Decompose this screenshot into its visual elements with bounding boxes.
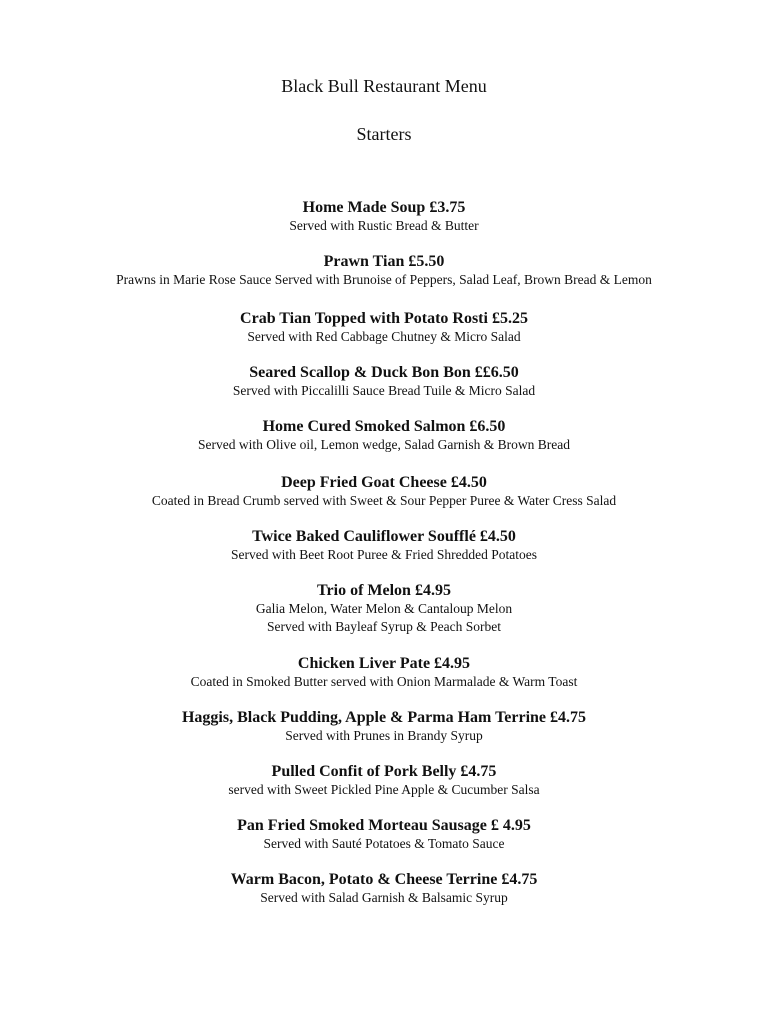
- menu-item: [0, 816, 768, 853]
- menu-item: [0, 417, 768, 454]
- menu-item-name: Home Cured Smoked Salmon £6.50: [262, 418, 506, 435]
- menu-item-description: Galia Melon, Water Melon & Cantaloup Melon: [255, 601, 513, 616]
- menu-item: [0, 363, 768, 400]
- menu-item-name: Seared Scallop & Duck Bon Bon ££6.50: [249, 364, 519, 381]
- menu-item-name: Deep Fried Goat Cheese £4.50: [281, 474, 487, 491]
- menu-title: Black Bull Restaurant Menu: [281, 76, 487, 96]
- menu-item-description: Served with Sauté Potatoes & Tomato Sauce: [263, 836, 505, 851]
- menu-item-description: Coated in Bread Crumb served with Sweet & Sour Pepper Puree & Water Cress Salad: [151, 493, 617, 508]
- menu-item-description: Served with Rustic Bread & Butter: [289, 218, 479, 233]
- menu-item-name: Crab Tian Topped with Potato Rosti £5.25: [240, 310, 528, 327]
- menu-item-name: Trio of Melon £4.95: [317, 582, 451, 599]
- menu-item-description: Served with Salad Garnish & Balsamic Syrup: [260, 890, 508, 905]
- menu-item-name: Twice Baked Cauliflower Soufflé £4.50: [252, 528, 516, 545]
- menu-item-name: Warm Bacon, Potato & Cheese Terrine £4.75: [230, 871, 538, 888]
- menu-item-description: Coated in Smoked Butter served with Onion Marmalade & Warm Toast: [190, 674, 578, 689]
- menu-item: [0, 198, 768, 235]
- menu-item-description: Served with Prunes in Brandy Syrup: [285, 728, 483, 743]
- menu-item-name: Pan Fried Smoked Morteau Sausage £ 4.95: [237, 817, 531, 834]
- section-title: Starters: [356, 124, 412, 144]
- menu-item: [0, 654, 768, 691]
- menu-item-name: Prawn Tian £5.50: [323, 253, 445, 270]
- menu-item-description: Prawns in Marie Rose Sauce Served with Brunoise of Peppers, Salad Leaf, Brown Bread & Lemon: [116, 272, 652, 287]
- menu-item-description: Served with Bayleaf Syrup & Peach Sorbet: [267, 619, 501, 634]
- menu-item-name: Haggis, Black Pudding, Apple & Parma Ham Terrine £4.75: [181, 709, 587, 726]
- menu-item-name: Home Made Soup £3.75: [302, 199, 466, 216]
- menu-item-description: Served with Olive oil, Lemon wedge, Salad Garnish & Brown Bread: [198, 437, 570, 452]
- menu-item: [0, 527, 768, 564]
- menu-item: [0, 708, 768, 745]
- menu-item-description: served with Sweet Pickled Pine Apple & Cucumber Salsa: [228, 782, 540, 797]
- menu-item: [0, 309, 768, 346]
- menu-item: [0, 473, 768, 510]
- menu-item-description: Served with Red Cabbage Chutney & Micro Salad: [247, 329, 521, 344]
- menu-item-name: Pulled Confit of Pork Belly £4.75: [271, 763, 497, 780]
- menu-item-description: Served with Piccalilli Sauce Bread Tuile & Micro Salad: [232, 383, 536, 398]
- menu-item: [0, 870, 768, 907]
- menu-item: [0, 762, 768, 799]
- menu-item: [0, 581, 768, 636]
- menu-item: [0, 252, 768, 289]
- menu-item-name: Chicken Liver Pate £4.95: [297, 655, 471, 672]
- menu-item-list: [0, 198, 768, 907]
- menu-item-description: Served with Beet Root Puree & Fried Shredded Potatoes: [231, 547, 537, 562]
